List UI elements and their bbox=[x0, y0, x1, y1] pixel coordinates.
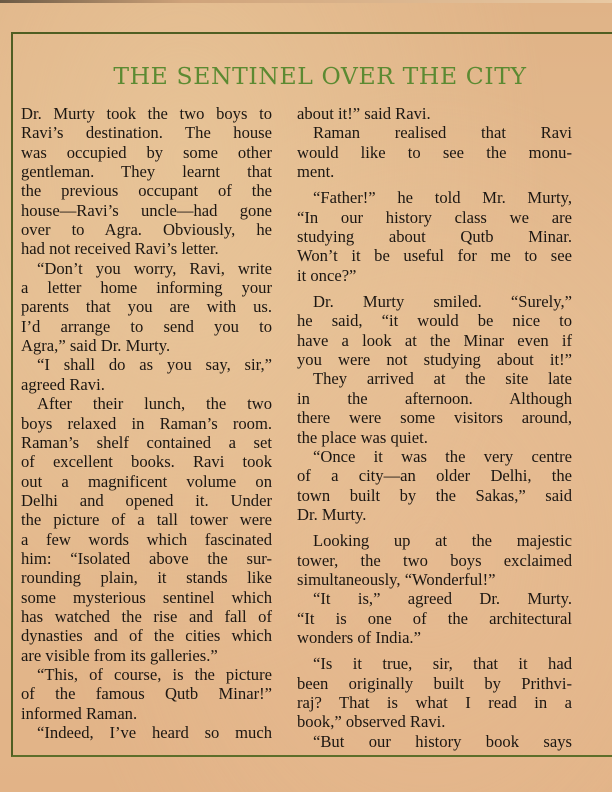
text-line: “In our history class we are bbox=[297, 207, 572, 227]
text-line: of the famous Qutb Minar!” bbox=[21, 684, 272, 704]
text-line: They arrived at the site late bbox=[313, 369, 572, 389]
text-line: “Once it was the very centre bbox=[313, 446, 572, 466]
text-line: some mysterious sentinel which bbox=[21, 587, 272, 607]
text-line: Ravi’s destination. The house bbox=[21, 123, 272, 143]
paragraph-gap bbox=[297, 181, 572, 188]
text-line: Raman’s shelf contained a set bbox=[21, 432, 272, 452]
text-line: raj? That is what I read in a bbox=[297, 692, 572, 712]
text-line: he said, “it would be nice to bbox=[297, 311, 572, 331]
text-line: wonders of India.” bbox=[297, 627, 421, 647]
text-line: would like to see the monu- bbox=[297, 142, 572, 162]
text-line: boys relaxed in Raman’s room. bbox=[21, 413, 272, 433]
text-line: Raman realised that Ravi bbox=[313, 123, 572, 143]
text-line: are visible from its galleries.” bbox=[21, 645, 218, 665]
text-line: rounding plain, it stands like bbox=[21, 568, 272, 588]
text-line: a few words which fascinated bbox=[21, 529, 272, 549]
text-line: informed Raman. bbox=[21, 703, 138, 723]
text-line: “Don’t you worry, Ravi, write bbox=[37, 258, 272, 278]
text-line: “This, of course, is the picture bbox=[37, 664, 272, 684]
text-line: about it!” said Ravi. bbox=[297, 104, 431, 123]
story-title: THE SENTINEL OVER THE CITY bbox=[113, 62, 527, 90]
text-line: have a look at the Minar even if bbox=[297, 330, 572, 350]
text-line: “Is it true, sir, that it had bbox=[313, 654, 572, 674]
paragraph-gap bbox=[297, 524, 572, 531]
text-line: ment. bbox=[297, 162, 335, 182]
text-line: dynasties and of the cities which bbox=[21, 626, 272, 646]
text-line: a letter home informing your bbox=[21, 278, 272, 298]
text-line: “Indeed, I’ve heard so much bbox=[37, 723, 272, 742]
left-text-column bbox=[21, 104, 272, 742]
text-line: town built by the Sakas,” said bbox=[297, 485, 572, 505]
paragraph-gap bbox=[297, 647, 572, 654]
text-line: was occupied by some other bbox=[21, 142, 272, 162]
text-line: house—Ravi’s uncle—had gone bbox=[21, 200, 272, 220]
text-line: gentleman. They learnt that bbox=[21, 162, 272, 182]
text-line: “Father!” he told Mr. Murty, bbox=[313, 188, 572, 208]
text-line: the place was quiet. bbox=[297, 427, 428, 447]
text-line: agreed Ravi. bbox=[21, 374, 105, 394]
text-line: Dr. Murty took the two boys to bbox=[21, 104, 272, 123]
text-line: had not received Ravi’s letter. bbox=[21, 239, 219, 259]
text-line: been originally built by Prithvi- bbox=[297, 673, 572, 693]
text-line: simultaneously, “Wonderful!” bbox=[297, 569, 496, 589]
text-line: the previous occupant of the bbox=[21, 181, 272, 201]
text-line: Agra,” said Dr. Murty. bbox=[21, 336, 171, 356]
page-edge-shadow bbox=[0, 0, 612, 3]
text-line: After their lunch, the two bbox=[37, 394, 272, 414]
text-line: has watched the rise and fall of bbox=[21, 606, 272, 626]
text-line: there were some visitors around, bbox=[297, 408, 572, 428]
paragraph-gap bbox=[297, 285, 572, 292]
text-line: over to Agra. Obviously, he bbox=[21, 220, 272, 240]
text-line: “I shall do as you say, sir,” bbox=[37, 355, 272, 375]
text-line: “It is,” agreed Dr. Murty. bbox=[313, 589, 572, 609]
text-line: you were not studying about it!” bbox=[297, 350, 572, 370]
text-line: parents that you are with us. bbox=[21, 297, 272, 317]
text-line: studying about Qutb Minar. bbox=[297, 227, 572, 247]
text-line: of a city—an older Delhi, the bbox=[297, 466, 572, 486]
text-line: him: “Isolated above the sur- bbox=[21, 548, 272, 568]
text-line: Looking up at the majestic bbox=[313, 531, 572, 551]
text-line: Dr. Murty. bbox=[297, 504, 367, 524]
text-line: Delhi and opened it. Under bbox=[21, 490, 272, 510]
text-line: I’d arrange to send you to bbox=[21, 316, 272, 336]
text-line: “It is one of the architectural bbox=[297, 608, 572, 628]
text-line: tower, the two boys exclaimed bbox=[297, 550, 572, 570]
text-line: Dr. Murty smiled. “Surely,” bbox=[313, 292, 572, 312]
right-text-column bbox=[297, 104, 572, 751]
text-line: the picture of a tall tower were bbox=[21, 510, 272, 530]
text-line: Won’t it be useful for me to see bbox=[297, 246, 572, 266]
text-line: of excellent books. Ravi took bbox=[21, 452, 272, 472]
text-line: book,” observed Ravi. bbox=[297, 712, 446, 732]
text-line: “But our history book says bbox=[313, 731, 572, 751]
text-line: out a magnificent volume on bbox=[21, 471, 272, 491]
text-line: in the afternoon. Although bbox=[297, 388, 572, 408]
text-line: it once?” bbox=[297, 265, 357, 285]
